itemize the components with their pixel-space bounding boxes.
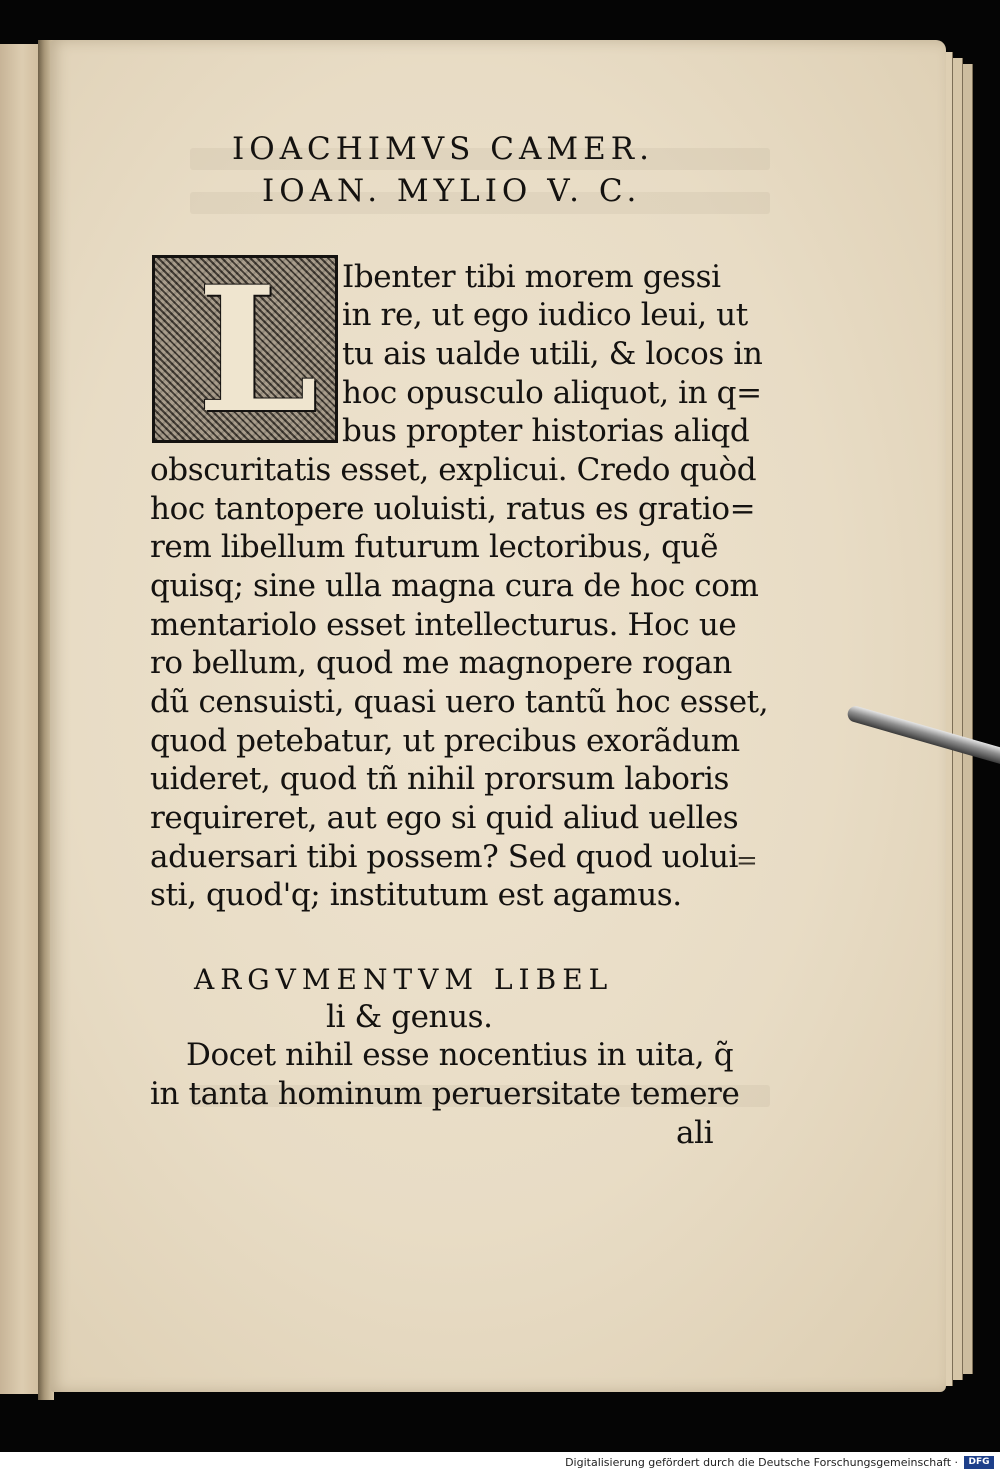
body-line: quisq; sine ulla magna cura de hoc com bbox=[150, 568, 759, 604]
body-line: bus propter historias aliqd bbox=[342, 413, 750, 449]
body-line: rem libellum futurum lectoribus, quẽ bbox=[150, 529, 719, 565]
body-line: aduersari tibi possem? Sed quod uolui bbox=[150, 839, 739, 875]
argument-heading: ARGVMENTVM LIBEL bbox=[194, 963, 614, 996]
heading-line-1: IOACHIMVS CAMER. bbox=[232, 131, 654, 167]
body-line: sti, quod'q; institutum est agamus. bbox=[150, 877, 682, 913]
body-line: obscuritatis esset, explicui. Credo quòd bbox=[150, 452, 757, 488]
body-line: hoc tantopere uoluisti, ratus es gratio= bbox=[150, 491, 756, 527]
margin-annotation: = bbox=[736, 846, 758, 876]
body-line: Ibenter tibi morem gessi bbox=[342, 259, 721, 295]
body-line: dũ censuisti, quasi uero tantũ hoc esset, bbox=[150, 684, 769, 720]
body-line: in tanta hominum peruersitate temere bbox=[150, 1076, 740, 1112]
body-line: ro bellum, quod me magnopere rogan bbox=[150, 645, 732, 681]
body-line: mentariolo esset intellecturus. Hoc ue bbox=[150, 607, 737, 643]
catchword: ali bbox=[676, 1115, 714, 1151]
decorated-initial bbox=[152, 255, 338, 443]
initial-letter: L bbox=[197, 255, 318, 443]
funding-credit: Digitalisierung gefördert durch die Deutsche Forschungsgemeinschaft · bbox=[565, 1456, 958, 1469]
body-line: quod petebatur, ut precibus exorãdum bbox=[150, 723, 740, 759]
dfg-logo: DFG bbox=[964, 1456, 994, 1469]
body-line: uideret, quod tñ nihil prorsum laboris bbox=[150, 761, 729, 797]
body-line: in re, ut ego iudico leui, ut bbox=[342, 297, 748, 333]
footer-bar bbox=[0, 1452, 1000, 1472]
argument-subheading: li & genus. bbox=[326, 999, 493, 1035]
heading-line-2: IOAN. MYLIO V. C. bbox=[262, 173, 642, 209]
body-line: Docet nihil esse nocentius in uita, q̃ bbox=[186, 1037, 734, 1073]
body-line: requireret, aut ego si quid aliud uelles bbox=[150, 800, 739, 836]
body-line: tu ais ualde utili, & locos in bbox=[342, 336, 763, 372]
body-line: hoc opusculo aliquot, in q= bbox=[342, 375, 762, 411]
